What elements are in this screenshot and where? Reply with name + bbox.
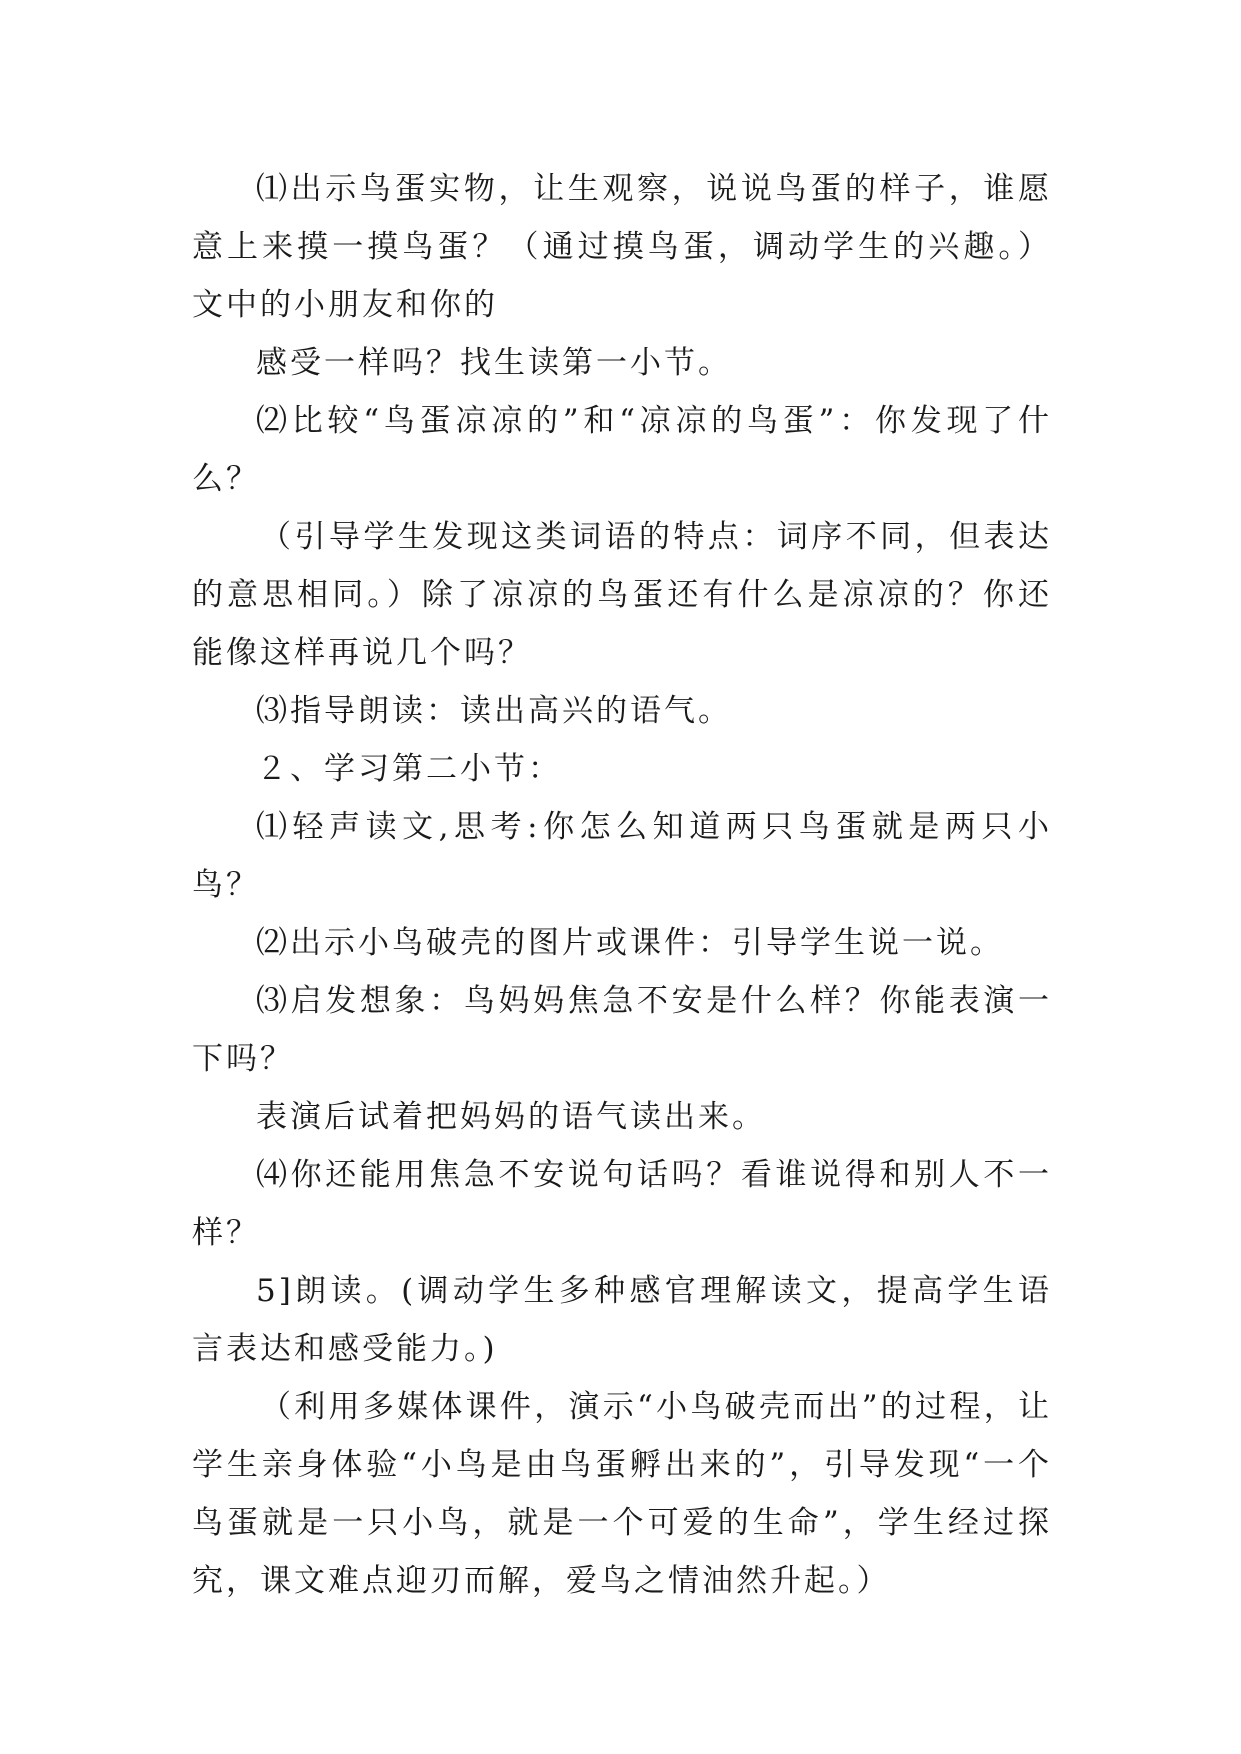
paragraph-guided-reading: ⑶指导朗读：读出高兴的语气。 <box>256 693 732 729</box>
paragraph-observe-egg: ⑴出示鸟蛋实物，让生观察，说说鸟蛋的样子，谁愿意上来摸一摸鸟蛋？（通过摸鸟蛋，调动学生的兴趣。）文中的小朋友和你的 <box>192 171 1052 323</box>
paragraph-show-picture: ⑵出示小鸟破壳的图片或课件：引导学生说一说。 <box>256 925 1004 961</box>
paragraph-section-two-heading: ２、学习第二小节： <box>256 751 562 787</box>
paragraph-imagination: ⑶启发想象：鸟妈妈焦急不安是什么样？你能表演一下吗？ <box>192 983 1052 1077</box>
document-body <box>192 160 1052 1610</box>
paragraph-make-sentence: ⑷你还能用焦急不安说句话吗？看谁说得和别人不一样？ <box>192 1157 1052 1251</box>
paragraph-read-tone: 表演后试着把妈妈的语气读出来。 <box>256 1099 766 1135</box>
paragraph-multimedia: （利用多媒体课件，演示“小鸟破壳而出”的过程，让学生亲身体验“小鸟是由鸟蛋孵出来的”，引导发现“一个鸟蛋就是一只小鸟，就是一个可爱的生命”，学生经过探究，课文难点迎刃而解，爱鸟之情油然升起。） <box>192 1389 1052 1599</box>
paragraph-read-aloud: 5]朗读。(调动学生多种感官理解读文，提高学生语言表达和感受能力。) <box>192 1273 1052 1367</box>
paragraph-quiet-reading: ⑴轻声读文,思考:你怎么知道两只鸟蛋就是两只小鸟？ <box>192 809 1052 903</box>
paragraph-guide-discovery: （引导学生发现这类词语的特点：词序不同，但表达的意思相同。）除了凉凉的鸟蛋还有什么是凉凉的？你还能像这样再说几个吗？ <box>192 519 1052 671</box>
paragraph-read-first-section: 感受一样吗？找生读第一小节。 <box>256 345 732 381</box>
paragraph-compare-phrases: ⑵比较“鸟蛋凉凉的”和“凉凉的鸟蛋”：你发现了什么？ <box>192 403 1052 497</box>
